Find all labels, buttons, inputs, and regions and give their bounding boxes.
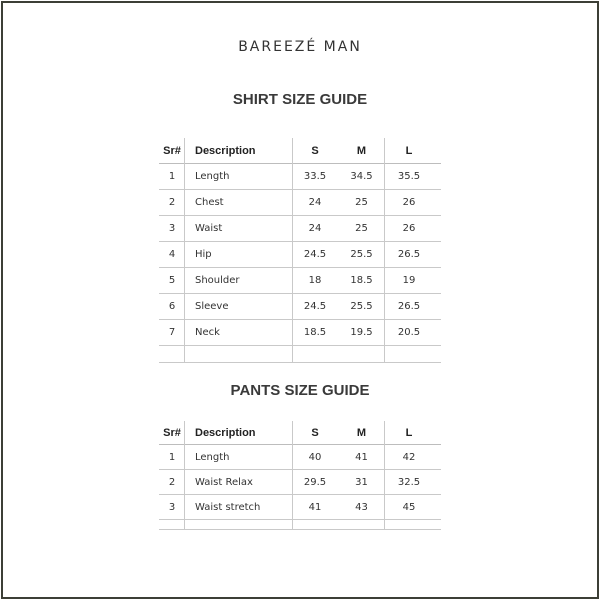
row-number: 1 bbox=[168, 451, 176, 463]
column-divider bbox=[292, 421, 293, 530]
size-s-value: 24.5 bbox=[303, 301, 327, 312]
row-description: Hip bbox=[195, 249, 212, 260]
size-s-value: 24 bbox=[308, 197, 322, 208]
size-l-value: 26.5 bbox=[397, 249, 421, 260]
size-s-value: 33.5 bbox=[303, 171, 327, 182]
pants-size-guide-title: PANTS SIZE GUIDE bbox=[230, 382, 370, 399]
row-number: 2 bbox=[168, 197, 176, 208]
shirt-size-table bbox=[159, 138, 441, 363]
size-l-value: 35.5 bbox=[397, 171, 421, 182]
row-description bbox=[195, 346, 290, 362]
size-s-value: 40 bbox=[308, 451, 322, 463]
row-description: Sleeve bbox=[195, 301, 229, 312]
table-row bbox=[159, 164, 441, 190]
header-size-l: L bbox=[405, 144, 413, 157]
header-size-m: M bbox=[356, 144, 367, 157]
table-row bbox=[159, 268, 441, 294]
size-s-value: 24.5 bbox=[303, 249, 327, 260]
header-size-s: S bbox=[311, 426, 319, 439]
row-number: 1 bbox=[168, 171, 176, 182]
size-m-value: 25.5 bbox=[350, 301, 373, 312]
header-size-s: S bbox=[311, 144, 319, 157]
size-m-value: 34.5 bbox=[350, 171, 373, 182]
size-l-value: 45 bbox=[402, 501, 416, 513]
row-description: Waist Relax bbox=[195, 476, 253, 488]
size-l-value: 19 bbox=[402, 275, 416, 286]
column-divider bbox=[184, 421, 185, 530]
size-s-value: 18.5 bbox=[303, 327, 327, 338]
row-description: Shoulder bbox=[195, 275, 240, 286]
shirt-size-guide-title: SHIRT SIZE GUIDE bbox=[232, 91, 368, 108]
row-description: Length bbox=[195, 171, 230, 182]
size-m-value bbox=[338, 520, 385, 529]
brand-logo: BAREEZÉ MAN bbox=[238, 39, 362, 55]
size-l-value: 32.5 bbox=[397, 476, 421, 488]
row-number bbox=[159, 520, 185, 529]
row-number: 7 bbox=[168, 327, 176, 338]
column-divider bbox=[384, 138, 385, 363]
row-number: 2 bbox=[168, 476, 176, 488]
row-number: 3 bbox=[168, 223, 176, 234]
row-description: Length bbox=[195, 451, 230, 463]
row-number: 4 bbox=[168, 249, 176, 260]
size-l-value: 42 bbox=[402, 451, 416, 463]
header-sr: Sr# bbox=[163, 426, 181, 439]
size-s-value: 41 bbox=[308, 501, 322, 513]
size-s-value bbox=[292, 520, 338, 529]
size-l-value: 26 bbox=[402, 223, 416, 234]
size-m-value: 25 bbox=[355, 223, 368, 234]
size-l-value: 26.5 bbox=[397, 301, 421, 312]
row-description bbox=[195, 520, 290, 529]
table-row bbox=[159, 190, 441, 216]
size-m-value: 25 bbox=[355, 197, 368, 208]
size-m-value: 18.5 bbox=[350, 275, 373, 286]
header-description: Description bbox=[195, 144, 256, 157]
size-m-value: 41 bbox=[355, 451, 368, 463]
table-row bbox=[159, 470, 441, 495]
table-row bbox=[159, 495, 441, 520]
header-sr: Sr# bbox=[163, 144, 181, 157]
table-row bbox=[159, 445, 441, 470]
table-row bbox=[159, 216, 441, 242]
size-l-value bbox=[385, 346, 433, 362]
header-size-l: L bbox=[405, 426, 413, 439]
size-s-value: 18 bbox=[308, 275, 322, 286]
row-description: Neck bbox=[195, 327, 220, 338]
header-size-m: M bbox=[356, 426, 367, 439]
table-row bbox=[159, 242, 441, 268]
row-number: 5 bbox=[168, 275, 176, 286]
size-s-value: 24 bbox=[308, 223, 322, 234]
row-number bbox=[159, 346, 185, 362]
column-divider bbox=[292, 138, 293, 363]
row-description: Waist stretch bbox=[195, 501, 261, 513]
size-l-value: 26 bbox=[402, 197, 416, 208]
size-m-value bbox=[338, 346, 385, 362]
size-l-value bbox=[385, 520, 433, 529]
size-m-value: 43 bbox=[355, 501, 368, 513]
size-l-value: 20.5 bbox=[397, 327, 421, 338]
table-row bbox=[159, 346, 441, 363]
size-s-value bbox=[292, 346, 338, 362]
row-description: Waist bbox=[195, 223, 223, 234]
table-row bbox=[159, 520, 441, 530]
table-row bbox=[159, 320, 441, 346]
table-header-row bbox=[159, 421, 441, 445]
pants-size-table bbox=[159, 421, 441, 530]
row-number: 3 bbox=[168, 501, 176, 513]
size-m-value: 19.5 bbox=[350, 327, 373, 338]
size-m-value: 31 bbox=[355, 476, 368, 488]
table-row bbox=[159, 294, 441, 320]
header-description: Description bbox=[195, 426, 256, 439]
column-divider bbox=[184, 138, 185, 363]
size-m-value: 25.5 bbox=[350, 249, 373, 260]
row-number: 6 bbox=[168, 301, 176, 312]
size-s-value: 29.5 bbox=[303, 476, 327, 488]
row-description: Chest bbox=[195, 197, 224, 208]
table-header-row bbox=[159, 138, 441, 164]
column-divider bbox=[384, 421, 385, 530]
